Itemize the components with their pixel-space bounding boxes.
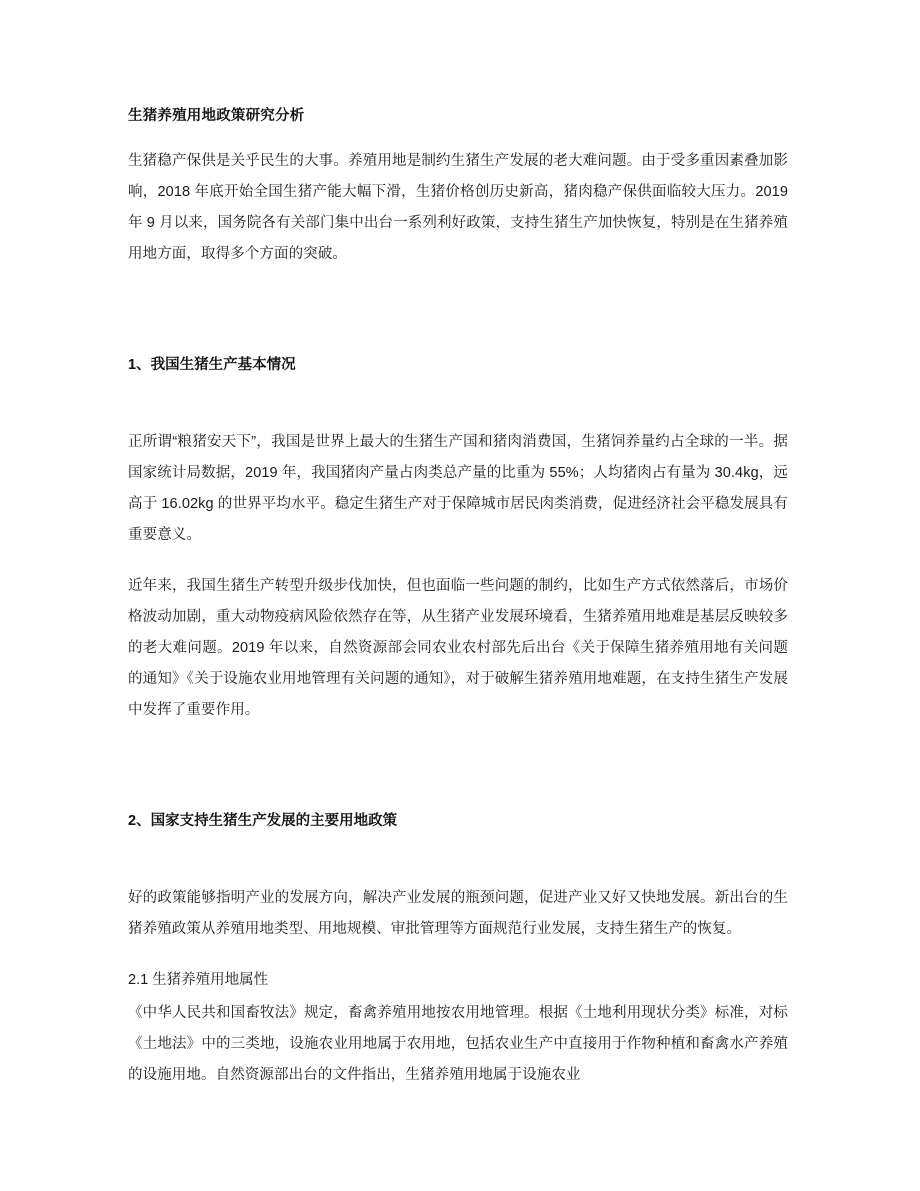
subsection-heading-2-1: 2.1 生猪养殖用地属性 — [128, 972, 269, 989]
page-title: 生猪养殖用地政策研究分析 — [128, 108, 305, 124]
section-heading-2: 2、国家支持生猪生产发展的主要用地政策 — [128, 813, 398, 830]
document-body — [128, 105, 788, 1097]
section-2-paragraph-1: 好的政策能够指明产业的发展方向，解决产业发展的瓶颈问题，促进产业又好又快地发展。新出台的生猪养殖政策从养殖用地类型、用地规模、审批管理等方面规范行业发展，支持生猪生产的恢复。 — [128, 890, 788, 938]
spacer — [128, 276, 788, 350]
intro-paragraph: 生猪稳产保供是关乎民生的大事。养殖用地是制约生猪生产发展的老大难问题。由于受多重因素叠加影响，2018 年底开始全国生猪产能大幅下滑，生猪价格创历史新高，猪肉稳产保供面临较大压力。2019 年 9 月以来，国务院各有关部门集中出台一系列利好政策，支持生猪生产加快恢复，特别是在生猪养殖用地方面，取得多个方面的突破。 — [128, 153, 788, 263]
section-1-paragraph-1: 正所谓“粮猪安天下”，我国是世界上最大的生猪生产国和猪肉消费国，生猪饲养量约占全球的一半。据国家统计局数据，2019 年，我国猪肉产量占肉类总产量的比重为 55%；人均猪肉占有量为 30.4kg，远高于 16.02kg 的世界平均水平。稳定生猪生产对于保障城市居民肉类消费，促进经济社会平稳发展具有重要意义。 — [128, 434, 788, 544]
spacer — [128, 951, 788, 965]
spacer — [128, 837, 788, 883]
section-heading-1: 1、我国生猪生产基本情况 — [128, 357, 296, 374]
spacer — [128, 732, 788, 806]
spacer — [128, 557, 788, 571]
section-1-paragraph-2: 近年来，我国生猪生产转型升级步伐加快，但也面临一些问题的制约，比如生产方式依然落后，市场价格波动加剧，重大动物疫病风险依然存在等，从生猪产业发展环境看，生猪养殖用地难是基层反映较多的老大难问题。2019 年以来，自然资源部会同农业农村部先后出台《关于保障生猪养殖用地有关问题的通知》《关于设施农业用地管理有关问题的通知》，对于破解生猪养殖用地难题，在支持生猪生产发展中发挥了重要作用。 — [128, 578, 788, 719]
subsection-2-1-paragraph-1: 《中华人民共和国畜牧法》规定，畜禽养殖用地按农用地管理。根据《土地利用现状分类》标准，对标《土地法》中的三类地，设施农业用地属于农用地，包括农业生产中直接用于作物种植和畜禽水产养殖的设施用地。自然资源部出台的文件指出，生猪养殖用地属于设施农业 — [128, 1005, 788, 1084]
spacer — [128, 381, 788, 427]
